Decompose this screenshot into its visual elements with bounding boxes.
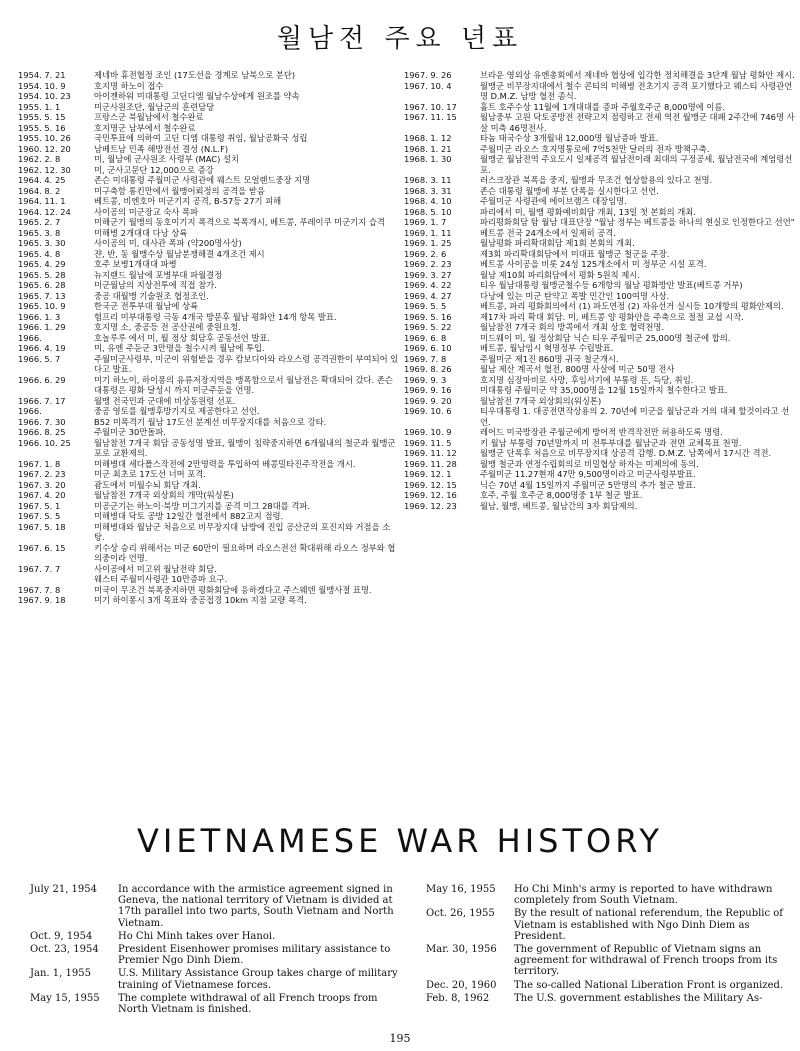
- timeline-entry: [30, 968, 400, 990]
- timeline-entry: [18, 207, 400, 218]
- entry-text: 베트콩, 파리 평화회의에서 (1) 파도연정 (2) 자유선거 실시등 10개항의 평화안제의.: [480, 301, 784, 311]
- entry-date: 1966. 4. 19: [18, 343, 66, 353]
- entry-text: 주월미군사령부, 미군이 위험받을 경우 캄보디아와 라오스령 공격권한이 부여되어 있다고 발표.: [94, 353, 399, 374]
- entry-text: 미기 하노이, 하이퐁의 유류저장지역을 맹폭함으로서 월남전은 확대되어 갔다. 존슨 대통령은 평화 달성시 까지 미군주둔을 언명.: [94, 374, 393, 395]
- timeline-entry: [18, 354, 400, 375]
- entry-text: 미국이 무조건 북폭중지하면 평화회담에 응하겠다고 주스웨덴 월맹사절 표명.: [94, 584, 372, 595]
- entry-date: 1969. 9. 16: [404, 385, 452, 395]
- entry-date: 1969. 5. 5: [404, 301, 447, 311]
- entry-date: 1954. 10. 9: [18, 80, 66, 91]
- timeline-entry: [18, 396, 400, 407]
- entry-date: 1969. 1. 25: [404, 238, 452, 248]
- timeline-entry: [404, 102, 796, 113]
- entry-date: Dec. 20, 1960: [426, 979, 497, 991]
- timeline-entry: [18, 280, 400, 291]
- entry-date: 1969. 4. 22: [404, 280, 452, 290]
- entry-text: U.S. Military Assistance Group takes charge of military training of Vietnamese forces.: [118, 968, 398, 991]
- entry-text: By the result of national referendum, the Republic of Vietnam is established with Ngo Dinh Diem as President.: [514, 908, 783, 942]
- entry-text: 괌도에서 미월수뇌 회담 개최.: [94, 479, 201, 490]
- timeline-entry: [404, 301, 796, 312]
- entry-date: 1965. 4. 8: [18, 248, 61, 259]
- entry-text: 브라운 영외상 유엔총회에서 제네바 협상에 입각한 정치해결을 3단계 월남 평화안 제시.: [480, 70, 795, 80]
- entry-text: 월남, 월맹, 베트콩, 월남간의 3자 회담제의.: [480, 500, 638, 511]
- timeline-entry: [18, 165, 400, 176]
- entry-text: 다낭에 있는 미군 탄약고 폭발 민간인 100여명 사상.: [480, 290, 670, 301]
- timeline-entry: [18, 81, 400, 92]
- entry-date: 1955. 1. 1: [18, 101, 61, 112]
- entry-text: 미군 최초로 17도선 너머 포격.: [94, 469, 206, 479]
- entry-text: 월맹군 월남전역 주요도시 일제공격 월남전이래 최대의 구정공세, 월남전국에 계엄령선포.: [480, 154, 793, 175]
- entry-text: 미군사원조단, 월남군의 훈련담당: [94, 101, 215, 112]
- entry-date: 1966. 5. 7: [18, 353, 61, 364]
- entry-text: 월남참전 7개국 회의 방콕에서 개최 상호 협력천명.: [480, 322, 665, 332]
- entry-date: 1965. 4. 29: [18, 259, 66, 269]
- timeline-entry: [18, 270, 400, 281]
- entry-text: 호지명 하노이 접수: [94, 80, 164, 91]
- timeline-entry: [404, 291, 796, 302]
- entry-date: 1967. 4. 20: [18, 490, 66, 500]
- entry-date: 1967. 1. 8: [18, 458, 61, 469]
- entry-text: 미해병 2개대대 다낭 상륙: [94, 227, 188, 238]
- timeline-entry: [18, 522, 400, 543]
- entry-date: 1966. 7. 17: [18, 395, 66, 406]
- entry-date: July 21, 1954: [30, 884, 98, 895]
- entry-text: 홀트 호주수상 11월에 1개대대를 증파 주월호주군 8,000명에 이름.: [480, 101, 726, 112]
- timeline-entry: [404, 81, 796, 102]
- entry-text: The U.S. government establishes the Military As-: [514, 992, 763, 1004]
- entry-date: May 16, 1955: [426, 884, 496, 895]
- timeline-entry: [404, 385, 796, 396]
- entry-text: 미해병대 닥토 공방 12일간 혈전에서 882고지 점령.: [94, 511, 284, 521]
- entry-text: 주월미군 라오스 호지명통로에 7억5천만 달러의 전자 방책구축.: [480, 143, 710, 154]
- timeline-entry: [18, 144, 400, 155]
- korean-timeline-right: [404, 70, 796, 511]
- timeline-entry: [18, 585, 400, 596]
- entry-text: Ho Chi Minh takes over Hanoi.: [118, 930, 276, 942]
- entry-date: 1969. 10. 6: [404, 406, 452, 416]
- entry-date: 1969. 1. 11: [404, 227, 452, 238]
- timeline-entry: [404, 333, 796, 344]
- timeline-entry: [404, 270, 796, 281]
- entry-text: 뉴지랜드 월남에 포병부대 파월결정: [94, 269, 223, 280]
- entry-text: 미, 유엔 주둔군 3만명을 철수시켜 월남에 투입.: [94, 343, 265, 353]
- entry-date: 1962. 2. 8: [18, 154, 61, 164]
- timeline-entry: [404, 490, 796, 501]
- entry-date: 1966. 7. 30: [18, 416, 66, 427]
- timeline-entry: [426, 980, 786, 991]
- entry-date: [18, 574, 94, 585]
- timeline-entry: [18, 301, 400, 312]
- entry-date: 1967. 5. 1: [18, 500, 61, 511]
- timeline-entry: [18, 91, 400, 102]
- entry-text: 월남평화 파리확대회담 제1회 본회의 개최.: [480, 238, 635, 248]
- entry-date: Jan. 1, 1955: [30, 968, 91, 980]
- entry-date: 1966.: [18, 332, 42, 343]
- timeline-entry: [18, 196, 400, 207]
- entry-date: 1964. 11. 1: [18, 196, 66, 206]
- entry-text: 쟌, 반, 동 월맹수상 월남분쟁해결 4개조건 제시: [94, 248, 265, 259]
- entry-date: 1967. 9. 26: [404, 70, 452, 80]
- timeline-entry: [18, 175, 400, 186]
- timeline-entry: [404, 312, 796, 323]
- entry-date: Mar. 30, 1956: [426, 944, 497, 956]
- timeline-entry: [18, 375, 400, 396]
- timeline-entry: [18, 417, 400, 428]
- timeline-entry: [404, 343, 796, 354]
- entry-text: 월남참전 7개국 회담 공동성명 발표, 월맹이 침략중지하면 6개월내의 철군과 월맹군 포로 교환제의.: [94, 437, 396, 458]
- entry-date: 1968. 3. 31: [404, 185, 452, 196]
- entry-date: 1968. 1. 30: [404, 154, 452, 164]
- entry-date: 1967. 2. 23: [18, 469, 66, 479]
- timeline-entry: [404, 259, 796, 270]
- entry-date: 1967. 10. 17: [404, 101, 457, 112]
- entry-date: 1969. 12. 16: [404, 490, 457, 500]
- entry-text: 월남참전 7개국 외상회의(워싱톤): [480, 395, 602, 406]
- entry-text: Ho Chi Minh's army is reported to have withdrawn completely from South Vietnam.: [514, 884, 773, 907]
- timeline-entry: [18, 217, 400, 228]
- entry-date: 1967. 3. 20: [18, 479, 66, 490]
- timeline-entry: [404, 133, 796, 144]
- entry-text: 티우 월남대통령 월맹군철수등 6개항의 월남 평화방안 발표(베트콩 거부): [480, 280, 743, 290]
- timeline-entry: [18, 259, 400, 270]
- timeline-entry: [18, 595, 400, 606]
- entry-date: Oct. 26, 1955: [426, 908, 495, 920]
- timeline-entry: [18, 249, 400, 260]
- timeline-entry: [404, 112, 796, 133]
- timeline-entry: [404, 459, 796, 470]
- timeline-entry: [30, 944, 400, 966]
- entry-text: 사이공의 미군장교 숙사 폭파: [94, 206, 199, 217]
- entry-text: 월남 제산 계곡서 혈전, 800명 사살에 미군 50명 전사: [480, 364, 675, 374]
- entry-text: In accordance with the armistice agreement signed in Geneva, the national territory of Vietnam is divided at 17th parallel into two parts, South Vietnam and North Vietnam.: [118, 884, 394, 929]
- entry-text: 미대통령 주월미군 약 35,000명을 12월 15일까지 철수한다고 발표.: [480, 385, 728, 395]
- entry-date: 1967. 5. 18: [18, 521, 66, 532]
- entry-text: 미드웨이 미, 월 정상회담 닉슨 티우 주월미군 25,000명 철군에 합의.: [480, 332, 731, 343]
- entry-date: 1969. 4. 27: [404, 290, 452, 301]
- entry-date: 1969. 12. 15: [404, 479, 457, 490]
- timeline-entry: [404, 354, 796, 365]
- entry-text: The government of Republic of Vietnam signs an agreement for withdrawal of French troops from its territory.: [514, 944, 778, 978]
- entry-date: 1967. 6. 15: [18, 542, 66, 553]
- entry-text: 미해병대와 월남군 처음으로 비무장지대 남방에 진입 공산군의 포진지와 거점을 소탕.: [94, 521, 391, 542]
- entry-date: 1966. 1. 3: [18, 311, 61, 322]
- timeline-entry: [404, 70, 796, 81]
- entry-text: 파리에서 미, 월맹 평화예비회담 개최, 13일 첫 본회의 개최.: [480, 206, 696, 217]
- entry-date: 1966. 1. 29: [18, 322, 66, 332]
- entry-text: 키 월남 부통령 70년말까지 미 전투부대를 월남군과 전면 교체목표 천명.: [480, 437, 742, 448]
- timeline-entry: [18, 511, 400, 522]
- entry-text: 호주, 주월 호주군 8,000명중 1부 철군 발표.: [480, 490, 643, 500]
- timeline-entry: [18, 333, 400, 344]
- entry-date: 1969. 9. 3: [404, 374, 447, 385]
- entry-text: 제네바 휴전협정 조인 (17도선을 경계로 남북으로 분단): [94, 70, 296, 80]
- entry-text: 러스크장관 북폭을 중지, 월맹과 무조건 협상할용의 있다고 천명.: [480, 175, 713, 185]
- entry-date: 1968. 3. 11: [404, 175, 452, 185]
- entry-text: 웨스터 주월미사령관 10만증파 요구.: [94, 574, 228, 584]
- entry-text: 파리평화회담 탐 월남 대표단장 "월남 정부는 베트콩을 하나의 현실로 인정한다고 선언": [480, 217, 795, 227]
- entry-text: 존슨 대통령 월맹에 부분 단폭을 실시한다고 선언.: [480, 185, 659, 196]
- timeline-entry: [404, 238, 796, 249]
- timeline-entry: [18, 123, 400, 134]
- entry-date: 1966. 10. 25: [18, 437, 71, 448]
- korean-timeline-left: [18, 70, 400, 606]
- timeline-entry: [404, 322, 796, 333]
- entry-text: 험프리 미부대통령 극동 4개국 방문후 월남 평화안 14개 항목 발표.: [94, 311, 337, 322]
- timeline-entry: [18, 480, 400, 491]
- entry-date: 1968. 1. 21: [404, 143, 452, 154]
- timeline-entry: [404, 249, 796, 260]
- entry-date: 1965. 5. 28: [18, 269, 66, 280]
- timeline-entry: [18, 438, 400, 459]
- timeline-entry: [18, 133, 400, 144]
- entry-text: 주월미군 11.27현재 47만 9,500명이라고 미군사령부발표.: [480, 469, 696, 479]
- entry-date: 1969. 11. 12: [404, 448, 457, 458]
- entry-text: 베트콩 사이공을 비롯 24성 125개소에서 미 정부군 시설 포격.: [480, 259, 707, 269]
- timeline-entry: [404, 406, 796, 427]
- entry-date: 1967. 10. 4: [404, 80, 452, 91]
- timeline-entry: [18, 343, 400, 354]
- entry-date: 1965. 6. 28: [18, 280, 66, 290]
- entry-text: 월남 제10회 파리회담에서 평화 5원칙 제시.: [480, 269, 640, 280]
- entry-date: 1965. 3. 30: [18, 238, 66, 248]
- timeline-entry: [404, 144, 796, 155]
- entry-text: 월맹 전국민과 군대에 비상동원령 선포.: [94, 395, 236, 406]
- entry-text: 베트콩 전국 24개소에서 일제히 공격.: [480, 227, 616, 238]
- english-timeline-right: [426, 884, 786, 1006]
- timeline-entry: [18, 543, 400, 564]
- entry-date: 1969. 12. 1: [404, 469, 452, 479]
- entry-text: 월맹 철군과 연정수립회의로 비밀협상 하자는 미제의에 동의.: [480, 458, 699, 469]
- entry-date: Oct. 23, 1954: [30, 944, 99, 956]
- entry-date: 1967. 9. 18: [18, 595, 66, 605]
- entry-text: 월맹군 비무장지대에서 철수 콘티의 미해병 전초기지 공격 포기했다고 웨스티 사령관언명 D.M.Z. 남방 혈전 종식.: [480, 80, 793, 101]
- timeline-entry: [18, 186, 400, 197]
- entry-text: 미공군기는 하노이·북방 미그기지를 공격 미그 28대를 격파.: [94, 500, 310, 511]
- entry-text: 남베트남 민족 해방전선 결성 (N.L.F): [94, 143, 229, 154]
- entry-date: 1965. 2. 7: [18, 217, 61, 227]
- entry-text: B52 미폭격기 월남 17도선 분계선 비무장지대를 처음으로 강타.: [94, 416, 327, 427]
- timeline-entry: [404, 228, 796, 239]
- entry-date: 1954. 7. 21: [18, 70, 66, 80]
- korean-title: 월남전 주요 년표: [276, 24, 524, 54]
- entry-text: 호놀루루 에서 미, 월 정상 회담후 공동선언 발표.: [94, 332, 271, 343]
- timeline-entry: [426, 944, 786, 978]
- entry-text: 프랑스군 북월남에서 철수완료: [94, 112, 204, 122]
- timeline-entry: [404, 217, 796, 228]
- entry-text: 호지명군 남부에서 철수완료: [94, 122, 196, 133]
- entry-date: 1969. 2. 23: [404, 259, 452, 269]
- entry-text: 국민투표에 의하여 고딘 디엠 대통령 취임, 월남공화국 성립: [94, 133, 308, 143]
- timeline-entry: [426, 993, 786, 1004]
- timeline-entry: [404, 154, 796, 175]
- entry-text: 레어드 미국방장관 주월군에게 방어적 반격작전만 허용하도록 명령.: [480, 427, 723, 437]
- timeline-entry: [30, 993, 400, 1015]
- entry-date: 1955. 5. 16: [18, 122, 66, 133]
- entry-text: 주월미군 30만돌파.: [94, 427, 166, 437]
- entry-date: 1969. 11. 5: [404, 437, 452, 448]
- timeline-entry: [404, 364, 796, 375]
- entry-date: 1964. 4. 25: [18, 175, 66, 185]
- entry-date: May 15, 1955: [30, 992, 100, 1004]
- timeline-entry: [404, 396, 796, 407]
- entry-date: 1954. 10. 23: [18, 91, 71, 101]
- timeline-entry: [18, 291, 400, 302]
- timeline-entry: [404, 448, 796, 459]
- entry-text: 미기 하이퐁시 3개 목표와 중공접경 10km 지점 교량 폭격.: [94, 595, 307, 605]
- entry-text: 존슨 미대통령 주월미군 사령관에 웨스트 모얼랜드중장 지명: [94, 175, 311, 185]
- entry-date: 1969. 10. 9: [404, 427, 452, 437]
- timeline-entry: [404, 375, 796, 386]
- entry-date: 1969. 1. 7: [404, 217, 447, 227]
- timeline-entry: [404, 438, 796, 449]
- entry-text: 월남참전 7개국 외상회의 개막(워싱톤): [94, 490, 234, 500]
- english-timeline-left: [30, 884, 400, 1017]
- entry-text: 미, 월남에 군사원조 사령부 (MAC) 설치: [94, 154, 239, 164]
- timeline-entry: [18, 228, 400, 239]
- entry-date: 1964. 12. 24: [18, 206, 71, 217]
- timeline-entry: [404, 207, 796, 218]
- timeline-entry: [404, 196, 796, 207]
- entry-date: 1968. 5. 10: [404, 206, 452, 217]
- timeline-entry: [18, 312, 400, 323]
- entry-date: 1960. 12. 20: [18, 143, 71, 154]
- entry-text: 한국군 전투부대 월남에 상륙: [94, 301, 199, 311]
- entry-date: 1969. 2. 6: [404, 248, 447, 259]
- entry-text: 닉슨 70년 4월 15일까지 주월미군 5만명의 추가 철군 발표.: [480, 479, 696, 490]
- entry-date: 1969. 7. 8: [404, 353, 447, 364]
- entry-text: 월남중부 고원 닥토공방전 전략고지 점령하고 전세 역전 월맹군 대패 2주간에 746명 사살 미측 46명전사.: [480, 112, 795, 133]
- entry-date: 1969. 12. 23: [404, 500, 457, 511]
- entry-text: 티우대통령 1. 대공전면작상용의 2. 70년에 미군을 월남군과 거의 대체 할것이라고 선언.: [480, 406, 790, 427]
- entry-date: Feb. 8, 1962: [426, 992, 490, 1004]
- timeline-entry: [404, 186, 796, 197]
- english-title: VIETNAMESE WAR HISTORY: [137, 822, 663, 860]
- entry-date: 1955. 5. 15: [18, 112, 66, 122]
- timeline-entry: [404, 175, 796, 186]
- timeline-entry: [18, 322, 400, 333]
- timeline-entry: [18, 70, 400, 81]
- entry-date: 1966. 8. 25: [18, 427, 66, 437]
- entry-text: 미해병대 세다폴스작전에 2만명력을 투입하여 베콩밀타진주작전을 개시.: [94, 458, 356, 469]
- entry-date: 1966. 6. 29: [18, 374, 66, 385]
- timeline-entry: [18, 574, 400, 585]
- timeline-entry: [30, 931, 400, 942]
- entry-date: 1955. 10. 26: [18, 133, 71, 143]
- entry-text: 베트콩, 월남임시 혁명정부 수립발표.: [480, 343, 614, 353]
- timeline-entry: [18, 501, 400, 512]
- entry-date: 1965. 3. 8: [18, 227, 61, 238]
- timeline-entry: [18, 154, 400, 165]
- timeline-entry: [404, 280, 796, 291]
- entry-text: President Eisenhower promises military assistance to Premier Ngo Dinh Diem.: [118, 944, 391, 967]
- entry-text: 아이젠하워 미대통령 고딘디엠 월남수상에게 원조를 약속: [94, 91, 300, 101]
- entry-date: 1968. 1. 12: [404, 133, 452, 143]
- entry-text: 월맹군 단폭후 처음으로 비무장지대 상공격 감행. D.M.Z. 남쪽에서 17시간 격전.: [480, 448, 772, 458]
- timeline-entry: [18, 564, 400, 575]
- entry-date: 1967. 7. 7: [18, 563, 61, 574]
- timeline-entry: [18, 112, 400, 123]
- entry-date: 1969. 8. 26: [404, 364, 452, 374]
- entry-text: The so-called National Liberation Front is organized.: [514, 979, 784, 991]
- entry-text: 미, 군사고문단 12,000으로 증강: [94, 164, 214, 175]
- entry-text: 베트콩, 비엔호아 미군기지 공격, B-57등 27기 피해: [94, 196, 282, 206]
- timeline-entry: [18, 427, 400, 438]
- timeline-entry: [404, 501, 796, 512]
- entry-date: 1965. 7. 13: [18, 290, 66, 301]
- entry-date: 1969. 11. 28: [404, 458, 457, 469]
- entry-text: 호주 보병1개대대 파병: [94, 259, 177, 269]
- entry-date: Oct. 9, 1954: [30, 930, 93, 942]
- entry-text: 중공 영토를 월맹후방기지로 제공한다고 선언.: [94, 406, 260, 416]
- timeline-entry: [404, 427, 796, 438]
- timeline-entry: [426, 884, 786, 906]
- entry-text: 미구축함 통킨만에서 월맹어뢰정의 공격을 받음: [94, 185, 265, 196]
- entry-text: 미군월남의 지상전투에 직접 참가.: [94, 280, 217, 290]
- timeline-entry: [404, 469, 796, 480]
- entry-date: 1967. 11. 15: [404, 112, 457, 122]
- timeline-entry: [404, 480, 796, 491]
- entry-date: 1965. 10. 9: [18, 301, 66, 311]
- entry-date: 1969. 9. 20: [404, 395, 452, 406]
- entry-date: 1969. 5. 16: [404, 311, 452, 322]
- entry-text: 중공 대월맹 기술원조 협정조인.: [94, 290, 209, 301]
- page-number: 195: [389, 1032, 411, 1045]
- entry-date: 1969. 5. 22: [404, 322, 452, 332]
- entry-text: 호지명 심장마비로 사망, 후임서기에 부통령 돈, 득당, 취임.: [480, 374, 694, 385]
- entry-text: 타놈 태국수상 3개월내 12,000명 월남증파 발표.: [480, 133, 659, 143]
- entry-text: 주월미군 제1진 860명 귀국 철군개시.: [480, 353, 619, 364]
- entry-text: 키수상 승리 위해서는 미군 60만이 필요하며 라오스전선 확대위해 라오스 정부와 협의중이라 언명.: [94, 542, 396, 563]
- entry-date: 1962. 12. 30: [18, 164, 71, 175]
- entry-date: 1969. 6. 10: [404, 343, 452, 353]
- entry-text: 사이공에서 미고위 월남전략 회담.: [94, 563, 217, 574]
- entry-text: 사이공의 미, 대사관 폭파 (약200명사상): [94, 238, 242, 248]
- entry-date: 1968. 4. 10: [404, 196, 452, 206]
- timeline-entry: [18, 406, 400, 417]
- timeline-entry: [18, 490, 400, 501]
- entry-text: 주월미군 사령관에 에이브램즈 대장임명.: [480, 196, 627, 206]
- entry-date: 1969. 6. 8: [404, 332, 447, 343]
- entry-text: 미해군기 월맹의 동호이기지 폭격으로 북폭개시, 베트콩, 푸레이쿠 미군기지 습격: [94, 217, 385, 227]
- entry-text: 호지명 소, 중공등 전 공산권에 중원요청.: [94, 322, 241, 332]
- entry-text: 제17차 파리 확대 회담. 미, 베트콩 양 평화안을 주축으로 절절 교섭 시작.: [480, 311, 744, 322]
- timeline-entry: [18, 459, 400, 470]
- entry-text: The complete withdrawal of all French troops from North Vietnam is finished.: [118, 992, 378, 1016]
- entry-date: 1969. 3. 27: [404, 269, 452, 280]
- entry-date: 1964. 8. 2: [18, 185, 61, 196]
- entry-date: 1967. 5. 5: [18, 511, 61, 521]
- timeline-entry: [30, 884, 400, 929]
- timeline-entry: [426, 908, 786, 942]
- timeline-entry: [18, 238, 400, 249]
- entry-date: 1966.: [18, 406, 42, 416]
- entry-date: 1967. 7. 8: [18, 584, 61, 595]
- entry-text: 제3회 파리확대회담에서 미대표 월맹군 철군을 주장.: [480, 248, 670, 259]
- timeline-entry: [18, 469, 400, 480]
- timeline-entry: [18, 102, 400, 113]
